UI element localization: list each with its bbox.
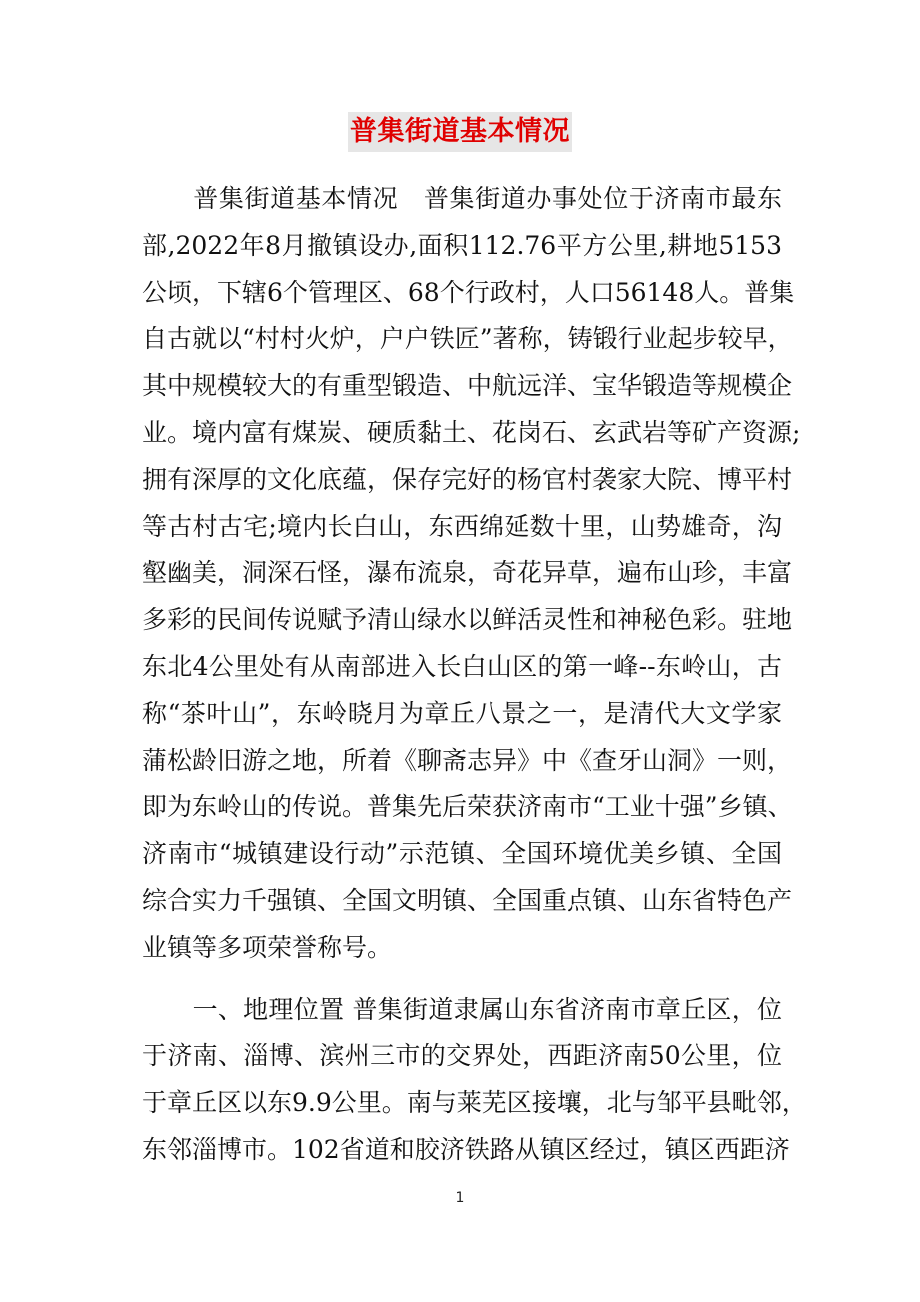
text-line: 其中规模较大的有重型锻造、中航远洋、宝华锻造等规模企 bbox=[142, 371, 793, 401]
text-line: 蒲松龄旧游之地，所着《聊斋志异》中《查牙山洞》一则， bbox=[142, 745, 793, 775]
page-number: 1 bbox=[455, 1190, 465, 1206]
text-line: 业。境内富有煤炭、硬质黏土、花岗石、玄武岩等矿产资源; bbox=[142, 417, 801, 447]
text-line: 壑幽美，洞深石怪，瀑布流泉，奇花异草，遍布山珍，丰富 bbox=[142, 558, 793, 588]
document-title: 普集街道基本情况 bbox=[348, 112, 572, 152]
document-body bbox=[142, 176, 807, 1174]
text-line: 于章丘区以东9.9公里。南与莱芜区接壤，北与邹平县毗邻， bbox=[142, 1088, 807, 1118]
text-line: 一、地理位置 普集街道隶属山东省济南市章丘区，位 bbox=[142, 994, 782, 1024]
text-line: 业镇等多项荣誉称号。 bbox=[142, 932, 393, 962]
text-line: 即为东岭山的传说。普集先后荣获济南市“工业十强”乡镇、 bbox=[142, 792, 793, 822]
text-line: 于济南、淄博、滨州三市的交界处，西距济南50公里，位 bbox=[142, 1041, 782, 1071]
text-line: 称“茶叶山”，东岭晓月为章丘八景之一，是清代大文学家 bbox=[142, 698, 782, 728]
text-line: 等古村古宅;境内长白山，东西绵延数十里，山势雄奇，沟 bbox=[142, 511, 782, 541]
text-line: 拥有深厚的文化底蕴，保存完好的杨官村袭家大院、博平村 bbox=[142, 464, 793, 494]
text-line: 济南市“城镇建设行动”示范镇、全国环境优美乡镇、全国 bbox=[142, 839, 782, 869]
paragraph-location bbox=[142, 987, 807, 1174]
title-block bbox=[0, 112, 920, 152]
paragraph-intro bbox=[142, 176, 801, 972]
text-line: 自古就以“村村火炉，户户铁匠”著称，铸锻行业起步较早， bbox=[142, 324, 793, 354]
paragraph-spacer bbox=[142, 972, 782, 987]
text-line: 普集街道基本情况 普集街道办事处位于济南市最东 bbox=[142, 184, 782, 213]
text-line: 多彩的民间传说赋予清山绿水以鲜活灵性和神秘色彩。驻地 bbox=[142, 605, 793, 635]
text-line: 公顷，下辖6个管理区、68个行政村，人口56148人。普集 bbox=[142, 277, 795, 307]
text-line: 东北4公里处有从南部进入长白山区的第一峰--东岭山，古 bbox=[142, 651, 782, 681]
text-line: 部,2022年8月撤镇设办,面积112.76平方公里,耕地5153 bbox=[142, 230, 782, 260]
text-line: 东邻淄博市。102省道和胶济铁路从镇区经过，镇区西距济 bbox=[142, 1134, 790, 1164]
text-line: 综合实力千强镇、全国文明镇、全国重点镇、山东省特色产 bbox=[142, 885, 793, 915]
